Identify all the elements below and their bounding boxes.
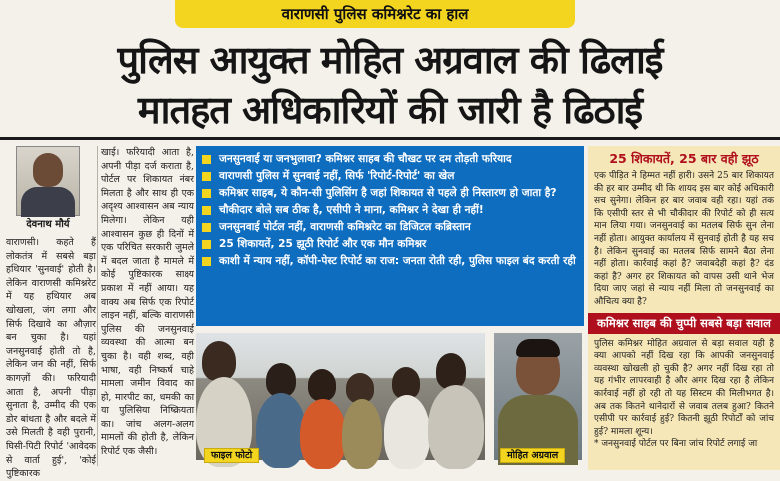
person-shape — [436, 353, 466, 389]
bullet-square-icon — [202, 206, 211, 215]
sidebar-text-1: एक पीड़ित ने हिम्मत नहीं हारी। उसने 25 बार शिकायत की हर बार उम्मीद थी कि शायद इस बार कोई अधिकारी सच सुनेगा। लेकिन हर बार जवाब वही रहा। यहां तक कि एसीपी स्तर से भी चौकीदार की रिपोर्ट को ही सत्य मान लिया गया। जनसुनवाई का मतलब सिर्फ सुन लेना नहीं होता। आयुक्त कार्यालय में सुनवाई होती है यह सच है। लेकिन सुनवाई का मतलब सिर्फ सामने बैठा लेना नहीं होता। कार्रवाई कहां है? जवाबदेही कहां है? दंड कहां है? अगर हर शिकायत को वापस उसी थाने भेज दिया जाए जहां से न्याय नहीं मिला तो जनसुनवाई का औचित्य क्या है? — [594, 171, 774, 307]
bullet-square-icon — [202, 155, 211, 164]
banner-text: वाराणसी पुलिस कमिश्नरेट का हाल — [281, 5, 469, 23]
bullet-square-icon — [202, 189, 211, 198]
officer-hair-shape — [516, 339, 560, 357]
highlight-item: 25 शिकायतें, 25 झूठी रिपोर्ट और एक मौन कमिश्नर — [202, 237, 576, 252]
person-shape — [266, 363, 296, 397]
bullet-square-icon — [202, 257, 211, 266]
highlight-item: काशी में न्याय नहीं, कॉपी-पेस्ट रिपोर्ट का राज: जनता रोती रही, पुलिस फाइल बंद करती रही — [202, 254, 576, 269]
reporter-name: देवनाथ मौर्य — [26, 219, 70, 230]
reporter-photo — [16, 146, 80, 216]
sidebar-box — [588, 146, 780, 470]
highlight-item: चौकीदार बोले सब ठीक है, एसीपी ने माना, कमिश्नर ने देखा ही नहीं! — [202, 203, 576, 218]
headline-rule — [0, 137, 780, 140]
highlight-item: कमिश्नर साहब, ये कौन-सी पुलिसिंग है जहां शिकायत से पहले ही निस्तारण हो जाता है? — [202, 186, 576, 201]
highlights-box — [196, 146, 584, 326]
bullet-square-icon — [202, 223, 211, 232]
headline-line-2: मातहत अधिकारियों की जारी है ढिठाई — [137, 88, 643, 132]
file-photo-caption: फाइल फोटो — [204, 443, 259, 462]
article-column-2: खाई। फरियादी आता है, अपनी पीड़ा दर्ज कराता है, पोर्टल पर शिकायत नंबर मिलता है और साथ ही एक अदृश्य आश्वासन अब न्याय मिलेगा। लेकिन यही आश्वासन कुछ ही दिनों में एक परिचित सरकारी जुमले में बदल जाता है मामले में कोई पुष्टिकारक साक्ष्य प्रकाश में नहीं आया। यह वाक्य अब सिर्फ एक रिपोर्ट लाइन नहीं, बल्कि वाराणसी पुलिस की जनसुनवाई व्यवस्था की आत्मा बन चुका है। वही शब्द, वही भाषा, वही निष्कर्ष चाहे मामला जमीन विवाद का हो, मारपीट का, धमकी का या पुलिसिया निष्क्रियता का। जांच अलग-अलग मामलों की होती है, लेकिन रिपोर्ट एक जैसी। — [101, 147, 194, 458]
person-shape — [308, 369, 336, 401]
person-shape — [256, 393, 306, 468]
sidebar-title-2: कमिश्नर साहब की चुप्पी सबसे बड़ा सवाल — [588, 313, 780, 334]
reporter-head-shape — [33, 153, 63, 187]
bullet-square-icon — [202, 240, 211, 249]
person-shape — [300, 399, 346, 469]
article-column-1: वाराणसी। कहते हैं लोकतंत्र में सबसे बड़ा हथियार 'सुनवाई' होती है। लेकिन वाराणसी कमिश्नरेट में यह हथियार अब खोखला, जंग लगा और सिर्फ दिखावे का औज़ार बन चुका है। यहां जनसुनवाई होती तो है, लेकिन जन की नहीं, सिर्फ कागज़ों की। फरियादी आता है, अपनी पीड़ा सुनाता है, उम्मीद की एक डोर बांधता है और बदले में उसे मिलती है वही पुरानी, घिसी-पिटी रिपोर्ट 'आवेदक से वार्ता हुई', 'कोई पुष्टिकारक — [6, 237, 96, 480]
sidebar-text-2: पुलिस कमिश्नर मोहित अग्रवाल से बड़ा सवाल यही है क्या आपको नहीं दिख रहा कि आपकी जनसुनवाई व्यवस्था खोखली हो चुकी है? अगर नहीं दिख रहा तो यह गंभीर लापरवाही है और अगर दिख रहा है लेकिन कार्रवाई नहीं हो रही तो यह सिस्टम की मिलीभगत है। अब तक कितने थानेदारों से जवाब तलब हुआ? कितने एसीपी पर कार्रवाई हुई? कितनी झूठी रिपोर्टों को जांच हुई? मामला शून्य। — [594, 338, 774, 437]
reporter-body-shape — [21, 187, 75, 217]
person-shape — [384, 395, 430, 469]
person-shape — [428, 385, 484, 469]
highlight-item: जनसुनवाई या जनभुलावा? कमिश्नर साहब की चौखट पर दम तोड़ती फरियाद — [202, 152, 576, 167]
column-divider — [97, 146, 98, 466]
bullet-square-icon — [202, 172, 211, 181]
highlight-item: वाराणसी पुलिस में सुनवाई नहीं, सिर्फ 'रिपोर्ट-रिपोर्ट' का खेल — [202, 169, 576, 184]
person-shape — [342, 399, 382, 469]
highlight-item: जनसुनवाई पोर्टल नहीं, वाराणसी कमिश्नरेट का डिजिटल कब्रिस्तान — [202, 220, 576, 235]
headline-line-1: पुलिस आयुक्त मोहित अग्रवाल की ढिलाई — [117, 38, 663, 82]
officer-photo-caption: मोहित अग्रवाल — [500, 443, 565, 462]
officer-photo — [494, 333, 582, 460]
sidebar-title-1: 25 शिकायतें, 25 बार वही झूठ — [609, 151, 759, 166]
person-shape — [202, 341, 236, 381]
section-banner — [175, 0, 575, 28]
crowd-file-photo — [196, 333, 485, 460]
sidebar-text-3: * जनसुनवाई पोर्टल पर बिना जांच रिपोर्ट लगाई जा — [594, 439, 758, 450]
